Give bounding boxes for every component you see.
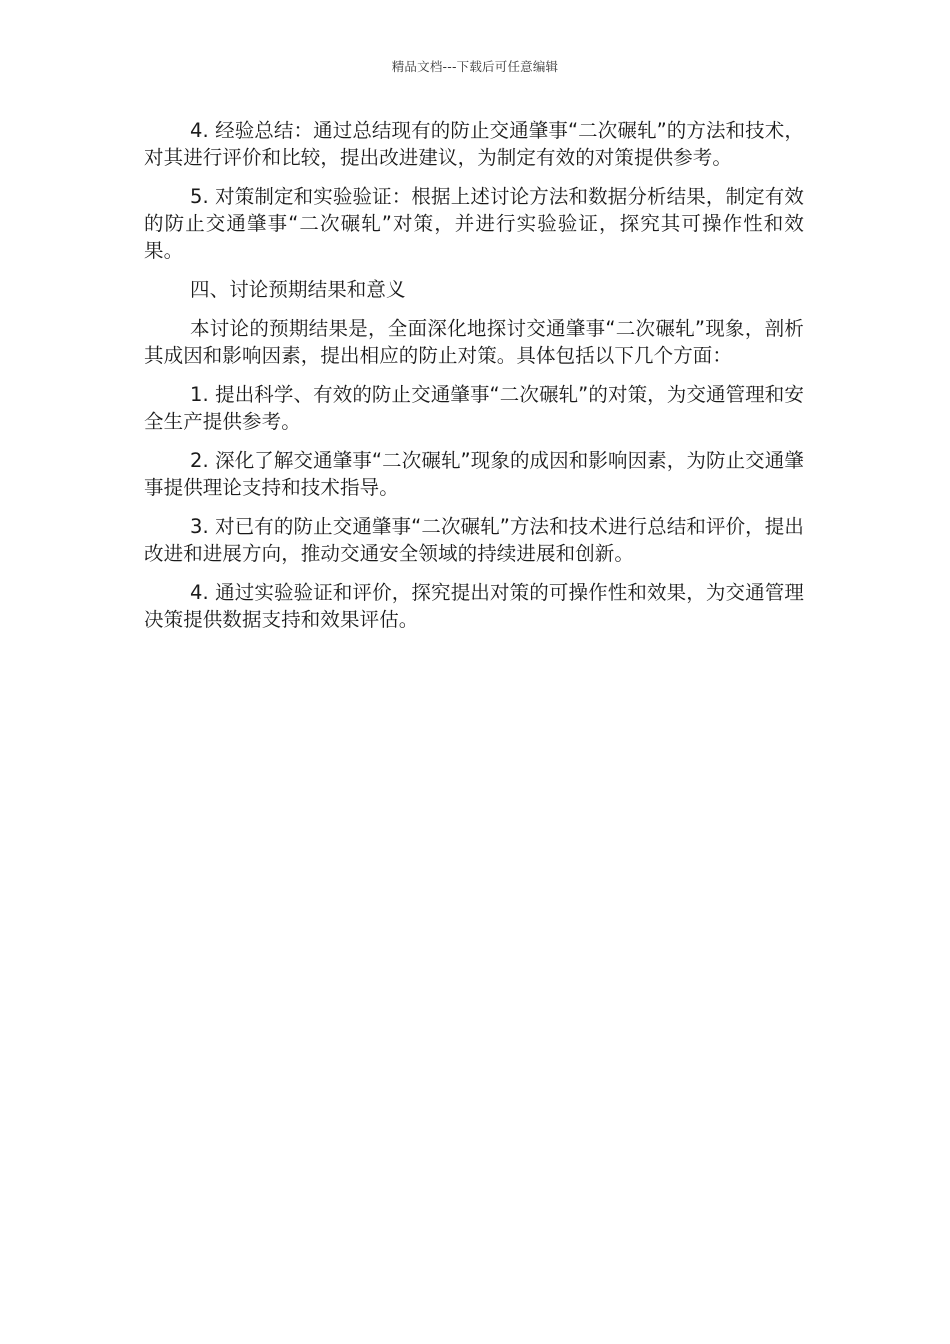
paragraph-countermeasure-validation: 5. 对策制定和实验验证：根据上述讨论方法和数据分析结果，制定有效的防止交通肇事“二次碾轧”对策，并进行实验验证，探究其可操作性和效果。 (144, 185, 804, 262)
paragraph-expected-results-intro: 本讨论的预期结果是，全面深化地探讨交通肇事“二次碾轧”现象，剖析其成因和影响因素，提出相应的防止对策。具体包括以下几个方面： (144, 317, 804, 367)
paragraph-result-item-4: 4. 通过实验验证和评价，探究提出对策的可操作性和效果，为交通管理决策提供数据支持和效果评估。 (144, 581, 804, 631)
paragraph-result-item-3: 3. 对已有的防止交通肇事“二次碾轧”方法和技术进行总结和评价，提出改进和进展方向，推动交通安全领域的持续进展和创新。 (144, 515, 804, 565)
paragraph-experience-summary: 4. 经验总结：通过总结现有的防止交通肇事“二次碾轧”的方法和技术，对其进行评价和比较，提出改进建议，为制定有效的对策提供参考。 (144, 119, 804, 169)
page-header: 精品文档---下载后可任意编辑 (391, 59, 559, 74)
paragraph-result-item-1: 1. 提出科学、有效的防止交通肇事“二次碾轧”的对策，为交通管理和安全生产提供参考。 (144, 383, 804, 433)
paragraph-result-item-2: 2. 深化了解交通肇事“二次碾轧”现象的成因和影响因素，为防止交通肇事提供理论支持和技术指导。 (144, 449, 804, 499)
document-body (144, 117, 804, 645)
section-heading-expected-results: 四、讨论预期结果和意义 (190, 278, 406, 301)
